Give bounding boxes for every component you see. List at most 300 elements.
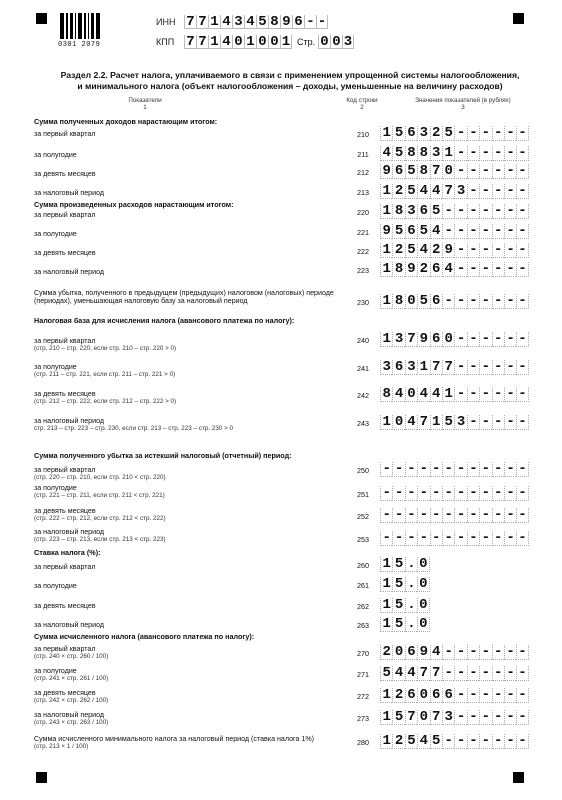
row-label-221 xyxy=(34,230,334,238)
value-field-213[interactable] xyxy=(380,184,529,199)
row-code-273: 273 xyxy=(357,714,369,723)
row-label-text: за первый квартал xyxy=(34,130,96,138)
value-cell: 2 xyxy=(392,688,404,703)
row-label-text: за налоговый период xyxy=(34,711,104,719)
inn-cell[interactable]: 6 xyxy=(292,15,304,29)
kpp-cell[interactable]: 0 xyxy=(256,35,268,49)
row-label-text: за первый квартал xyxy=(34,645,96,653)
value-cell: 5 xyxy=(392,146,404,161)
value-cell: 0 xyxy=(417,688,429,703)
value-cell: - xyxy=(518,709,527,725)
value-cell: - xyxy=(504,262,516,277)
value-cell: - xyxy=(518,507,527,523)
row-code-260: 260 xyxy=(357,561,369,570)
row-label-text: за девять месяцев xyxy=(34,689,96,697)
row-formula: (стр. 241 × стр. 261 / 100) xyxy=(34,675,109,683)
value-cell: - xyxy=(479,486,491,501)
value-cell: 1 xyxy=(380,557,392,572)
kpp-cell[interactable]: 1 xyxy=(208,35,220,49)
value-cell: 5 xyxy=(392,710,404,725)
row-label-text: за девять месяцев xyxy=(34,249,96,257)
value-field-252[interactable] xyxy=(380,508,529,523)
value-cell: - xyxy=(479,294,491,309)
value-cell: 6 xyxy=(405,688,417,703)
row-label-260 xyxy=(34,563,334,571)
row-label-text: за девять месяцев xyxy=(34,602,96,610)
inn-cell[interactable]: 5 xyxy=(256,15,268,29)
value-cell: - xyxy=(504,332,516,347)
value-cell: - xyxy=(504,508,516,523)
value-cell: 4 xyxy=(430,224,442,239)
value-cell: - xyxy=(454,666,466,681)
row-code-262: 262 xyxy=(357,602,369,611)
value-cell: - xyxy=(442,666,454,681)
row-code-270: 270 xyxy=(357,649,369,658)
value-field-261[interactable] xyxy=(380,577,430,592)
value-cell: 3 xyxy=(405,360,417,375)
row-label-211 xyxy=(34,151,334,159)
row-code-272: 272 xyxy=(357,692,369,701)
page-cell[interactable]: 0 xyxy=(318,35,330,49)
value-cell: - xyxy=(454,294,466,309)
value-field-280[interactable] xyxy=(380,734,529,749)
value-cell: - xyxy=(492,360,504,375)
value-field-242[interactable] xyxy=(380,387,529,402)
value-cell: 1 xyxy=(380,126,392,141)
value-cell: - xyxy=(405,531,417,546)
value-cell: - xyxy=(518,644,527,660)
row-label-text: Сумма убытка, полученного в предыдущем (предыдущих) налоговом (налоговых) периоде (периодах), уменьшающая налоговую базу за налоговый период xyxy=(34,289,334,306)
value-cell: - xyxy=(518,163,527,179)
row-code-242: 242 xyxy=(357,391,369,400)
value-field-210[interactable] xyxy=(380,126,529,141)
row-code-251: 251 xyxy=(357,490,369,499)
kpp-cell[interactable]: 7 xyxy=(196,35,208,49)
inn-cell[interactable]: 7 xyxy=(184,15,196,29)
value-cell: - xyxy=(504,415,516,430)
value-cell: - xyxy=(504,462,516,477)
value-cell: 6 xyxy=(430,262,442,277)
value-cell: - xyxy=(518,183,527,199)
value-cell: - xyxy=(479,126,491,141)
value-cell: 4 xyxy=(430,645,442,660)
page-cell[interactable]: 0 xyxy=(330,35,342,49)
row-code-240: 240 xyxy=(357,336,369,345)
value-cell: - xyxy=(454,164,466,179)
value-cell: - xyxy=(392,462,404,477)
row-label-253 xyxy=(34,528,334,544)
row-code-241: 241 xyxy=(357,364,369,373)
row-label-270 xyxy=(34,645,334,661)
row-label-text: Сумма исчисленного минимального налога за налоговый период (ставка налога 1%) xyxy=(34,735,314,743)
kpp-cell[interactable]: 1 xyxy=(244,35,256,49)
value-cell: - xyxy=(479,164,491,179)
inn-cell[interactable]: 7 xyxy=(196,15,208,29)
value-cell: 8 xyxy=(380,387,392,402)
value-cell: 3 xyxy=(417,126,429,141)
value-cell: 4 xyxy=(405,415,417,430)
value-cell: 0 xyxy=(417,710,429,725)
value-cell: - xyxy=(518,733,527,749)
kpp-cell[interactable]: 0 xyxy=(232,35,244,49)
value-cell: 3 xyxy=(442,710,454,725)
value-cell: - xyxy=(467,332,479,347)
value-cell: - xyxy=(492,126,504,141)
section-tax: Сумма исчисленного налога (авансового платежа по налогу): xyxy=(34,632,255,641)
page-number-field xyxy=(318,35,354,49)
value-cell: 4 xyxy=(380,146,392,161)
value-cell: - xyxy=(467,688,479,703)
value-field-263[interactable] xyxy=(380,617,430,632)
col-header-code-num: 2 xyxy=(360,104,364,111)
col-header-value-num: 3 xyxy=(461,104,465,111)
row-label-252 xyxy=(34,507,334,523)
row-label-text: за первый квартал xyxy=(34,337,96,345)
value-cell: - xyxy=(454,126,466,141)
value-cell: 5 xyxy=(392,598,404,613)
value-cell: 4 xyxy=(442,262,454,277)
value-field-212[interactable] xyxy=(380,164,529,179)
value-cell: - xyxy=(492,387,504,402)
value-cell: - xyxy=(518,461,527,477)
row-label-text: за первый квартал xyxy=(34,466,96,474)
row-label-240 xyxy=(34,337,334,353)
value-cell: 6 xyxy=(417,204,429,219)
value-cell: 6 xyxy=(392,360,404,375)
value-cell: 1 xyxy=(380,598,392,613)
value-cell: - xyxy=(518,203,527,219)
row-formula: (стр. 212 – стр. 222, если стр. 212 – стр. 222 > 0) xyxy=(34,398,177,406)
value-cell: - xyxy=(504,387,516,402)
value-cell: 0 xyxy=(392,645,404,660)
row-formula: (стр. 243 × стр. 263 / 100) xyxy=(34,719,109,727)
value-field-253[interactable] xyxy=(380,531,529,546)
value-cell: 5 xyxy=(417,294,429,309)
value-cell: 7 xyxy=(442,360,454,375)
row-label-223 xyxy=(34,268,334,276)
row-code-210: 210 xyxy=(357,130,369,139)
value-cell: - xyxy=(492,243,504,258)
value-cell: - xyxy=(430,531,442,546)
value-cell: - xyxy=(467,294,479,309)
value-cell: - xyxy=(518,125,527,141)
value-cell: - xyxy=(380,462,392,477)
value-field-260[interactable] xyxy=(380,557,430,572)
row-code-280: 280 xyxy=(357,738,369,747)
value-field-230[interactable] xyxy=(380,294,529,309)
value-cell: 7 xyxy=(430,360,442,375)
value-cell: - xyxy=(405,462,417,477)
value-cell: - xyxy=(492,486,504,501)
value-cell: - xyxy=(442,462,454,477)
value-cell: - xyxy=(454,734,466,749)
row-label-text: за налоговый период xyxy=(34,528,104,536)
row-code-221: 221 xyxy=(357,228,369,237)
value-cell: - xyxy=(479,734,491,749)
value-cell: - xyxy=(504,360,516,375)
value-cell: 4 xyxy=(417,734,429,749)
row-label-text: за полугодие xyxy=(34,582,77,590)
value-cell: - xyxy=(504,688,516,703)
value-cell: - xyxy=(479,184,491,199)
value-cell: - xyxy=(442,508,454,523)
value-cell: 7 xyxy=(430,710,442,725)
value-cell: - xyxy=(467,734,479,749)
value-cell: 0 xyxy=(392,415,404,430)
value-field-221[interactable] xyxy=(380,224,529,239)
value-cell: 8 xyxy=(392,204,404,219)
row-label-242 xyxy=(34,390,334,406)
row-code-243: 243 xyxy=(357,419,369,428)
value-cell: - xyxy=(467,126,479,141)
value-cell: - xyxy=(518,242,527,258)
row-label-text: за девять месяцев xyxy=(34,390,96,398)
value-cell: 5 xyxy=(442,415,454,430)
value-cell: - xyxy=(454,688,466,703)
value-cell: - xyxy=(479,462,491,477)
value-cell: 8 xyxy=(405,146,417,161)
value-cell: 4 xyxy=(417,184,429,199)
value-cell: 8 xyxy=(392,262,404,277)
value-cell: 9 xyxy=(380,224,392,239)
value-cell: 6 xyxy=(405,126,417,141)
col-header-indicator-label: Показатели xyxy=(128,97,162,104)
page-cell[interactable]: 3 xyxy=(343,34,353,50)
value-cell: . xyxy=(405,617,417,632)
value-cell: - xyxy=(492,204,504,219)
value-cell: 1 xyxy=(380,688,392,703)
value-cell: - xyxy=(454,508,466,523)
value-cell: - xyxy=(380,508,392,523)
col-header-value-label: Значения показателей (в рублях) xyxy=(415,97,511,104)
row-code-223: 223 xyxy=(357,266,369,275)
value-cell: 2 xyxy=(430,243,442,258)
value-cell: - xyxy=(518,687,527,703)
value-cell: 0 xyxy=(442,332,454,347)
value-cell: - xyxy=(454,531,466,546)
value-cell: - xyxy=(467,360,479,375)
value-field-273[interactable] xyxy=(380,710,529,725)
barcode-icon xyxy=(60,13,100,39)
value-cell: - xyxy=(492,688,504,703)
value-cell: 2 xyxy=(430,126,442,141)
row-label-250 xyxy=(34,466,334,482)
value-cell: 2 xyxy=(417,262,429,277)
value-cell: 5 xyxy=(405,184,417,199)
value-cell: - xyxy=(442,294,454,309)
value-cell: 5 xyxy=(430,204,442,219)
value-cell: - xyxy=(492,294,504,309)
value-cell: 6 xyxy=(405,645,417,660)
value-cell: - xyxy=(467,262,479,277)
row-label-212 xyxy=(34,170,334,178)
value-field-240[interactable] xyxy=(380,332,529,347)
value-cell: 0 xyxy=(419,556,428,572)
value-field-251[interactable] xyxy=(380,486,529,501)
value-cell: - xyxy=(467,531,479,546)
value-cell: 5 xyxy=(442,126,454,141)
value-cell: 4 xyxy=(430,184,442,199)
value-cell: 1 xyxy=(380,243,392,258)
kpp-field xyxy=(184,35,292,49)
value-cell: 1 xyxy=(380,734,392,749)
value-cell: 8 xyxy=(417,146,429,161)
value-cell: 1 xyxy=(380,710,392,725)
value-cell: - xyxy=(518,331,527,347)
value-cell: - xyxy=(467,184,479,199)
row-formula: (стр. 221 – стр. 211, если стр. 211 < стр. 221) xyxy=(34,492,165,500)
value-cell: - xyxy=(392,531,404,546)
row-code-271: 271 xyxy=(357,670,369,679)
row-label-220 xyxy=(34,211,334,219)
value-cell: - xyxy=(492,645,504,660)
kpp-cell[interactable]: 4 xyxy=(220,35,232,49)
value-cell: - xyxy=(392,486,404,501)
value-cell: - xyxy=(430,508,442,523)
value-cell: 5 xyxy=(405,164,417,179)
value-cell: - xyxy=(442,224,454,239)
row-label-222 xyxy=(34,249,334,257)
value-cell: - xyxy=(479,204,491,219)
value-cell: . xyxy=(405,557,417,572)
value-field-223[interactable] xyxy=(380,262,529,277)
row-code-253: 253 xyxy=(357,535,369,544)
value-cell: 1 xyxy=(380,415,392,430)
value-field-222[interactable] xyxy=(380,243,529,258)
row-formula: (стр. 220 – стр. 210, если стр. 210 < стр. 220) xyxy=(34,474,166,482)
row-code-222: 222 xyxy=(357,247,369,256)
inn-cell[interactable]: 1 xyxy=(208,15,220,29)
col-header-code xyxy=(337,97,387,111)
kpp-cell[interactable]: 1 xyxy=(281,34,291,50)
value-cell: - xyxy=(454,204,466,219)
value-cell: - xyxy=(454,332,466,347)
inn-cell[interactable]: 4 xyxy=(220,15,232,29)
inn-cell[interactable]: - xyxy=(304,15,316,29)
value-field-271[interactable] xyxy=(380,666,529,681)
row-label-text: за полугодие xyxy=(34,151,77,159)
value-cell: - xyxy=(479,332,491,347)
row-code-230: 230 xyxy=(357,298,369,307)
value-cell: 0 xyxy=(419,616,428,632)
value-cell: 5 xyxy=(392,224,404,239)
row-label-text: за полугодие xyxy=(34,230,77,238)
section-title-line1: Раздел 2.2. Расчет налога, уплачиваемого в связи с применением упрощенной системы налогообложения, xyxy=(60,70,520,80)
value-cell: - xyxy=(442,531,454,546)
value-cell: - xyxy=(467,164,479,179)
value-cell: 1 xyxy=(380,204,392,219)
value-cell: - xyxy=(492,164,504,179)
value-cell: 0 xyxy=(405,387,417,402)
value-cell: - xyxy=(479,666,491,681)
value-cell: - xyxy=(492,531,504,546)
value-cell: - xyxy=(454,486,466,501)
value-cell: - xyxy=(518,485,527,501)
value-cell: - xyxy=(479,710,491,725)
value-cell: 0 xyxy=(419,597,428,613)
value-cell: - xyxy=(467,204,479,219)
value-field-220[interactable] xyxy=(380,204,529,219)
row-label-text: за первый квартал xyxy=(34,563,96,571)
value-cell: 7 xyxy=(430,666,442,681)
value-cell: 5 xyxy=(380,666,392,681)
value-cell: - xyxy=(430,486,442,501)
value-field-262[interactable] xyxy=(380,598,430,613)
inn-cell[interactable]: - xyxy=(317,14,327,30)
inn-cell[interactable]: 3 xyxy=(232,15,244,29)
value-cell: - xyxy=(479,360,491,375)
value-cell: 9 xyxy=(405,262,417,277)
inn-cell[interactable]: 8 xyxy=(268,15,280,29)
value-cell: - xyxy=(492,184,504,199)
value-cell: 1 xyxy=(417,360,429,375)
value-cell: 3 xyxy=(392,332,404,347)
value-cell: 4 xyxy=(430,387,442,402)
value-field-270[interactable] xyxy=(380,645,529,660)
value-cell: - xyxy=(392,508,404,523)
value-cell: 1 xyxy=(380,617,392,632)
row-formula: (стр. 240 × стр. 260 / 100) xyxy=(34,653,109,661)
value-cell: - xyxy=(380,531,392,546)
value-cell: 5 xyxy=(417,224,429,239)
value-cell: - xyxy=(442,204,454,219)
row-code-212: 212 xyxy=(357,168,369,177)
value-cell: 5 xyxy=(392,577,404,592)
value-cell: 1 xyxy=(442,387,454,402)
value-cell: - xyxy=(518,293,527,309)
value-cell: 6 xyxy=(442,688,454,703)
section-loss: Сумма полученного убытка за истекший налоговый (отчетный) период: xyxy=(34,451,292,460)
kpp-cell[interactable]: 0 xyxy=(268,35,280,49)
value-cell: 4 xyxy=(417,243,429,258)
kpp-label: КПП xyxy=(156,37,175,47)
col-header-value xyxy=(398,97,528,111)
row-label-text: за налоговый период xyxy=(34,189,104,197)
value-cell: - xyxy=(454,360,466,375)
value-cell: - xyxy=(442,486,454,501)
value-cell: - xyxy=(518,386,527,402)
value-field-243[interactable] xyxy=(380,415,529,430)
value-cell: - xyxy=(518,145,527,161)
kpp-cell[interactable]: 7 xyxy=(184,35,196,49)
value-cell: - xyxy=(454,645,466,660)
value-cell: - xyxy=(492,462,504,477)
row-label-text: за девять месяцев xyxy=(34,507,96,515)
value-cell: - xyxy=(518,414,527,430)
value-cell: 0 xyxy=(405,294,417,309)
value-cell: - xyxy=(417,531,429,546)
value-cell: 1 xyxy=(442,146,454,161)
value-field-250[interactable] xyxy=(380,462,529,477)
value-cell: - xyxy=(492,332,504,347)
value-cell: 8 xyxy=(392,294,404,309)
value-cell: 2 xyxy=(380,645,392,660)
inn-cell[interactable]: 4 xyxy=(244,15,256,29)
row-formula: (стр. 211 – стр. 221, если стр. 211 – стр. 221 > 0) xyxy=(34,371,176,379)
value-cell: - xyxy=(479,243,491,258)
value-cell: - xyxy=(504,645,516,660)
value-cell: 1 xyxy=(380,577,392,592)
value-cell: - xyxy=(479,531,491,546)
value-field-241[interactable] xyxy=(380,360,529,375)
value-field-211[interactable] xyxy=(380,146,529,161)
row-label-273 xyxy=(34,711,334,727)
value-field-272[interactable] xyxy=(380,688,529,703)
value-cell: 3 xyxy=(454,184,466,199)
inn-cell[interactable]: 9 xyxy=(280,15,292,29)
value-cell: 6 xyxy=(430,688,442,703)
value-cell: - xyxy=(479,224,491,239)
